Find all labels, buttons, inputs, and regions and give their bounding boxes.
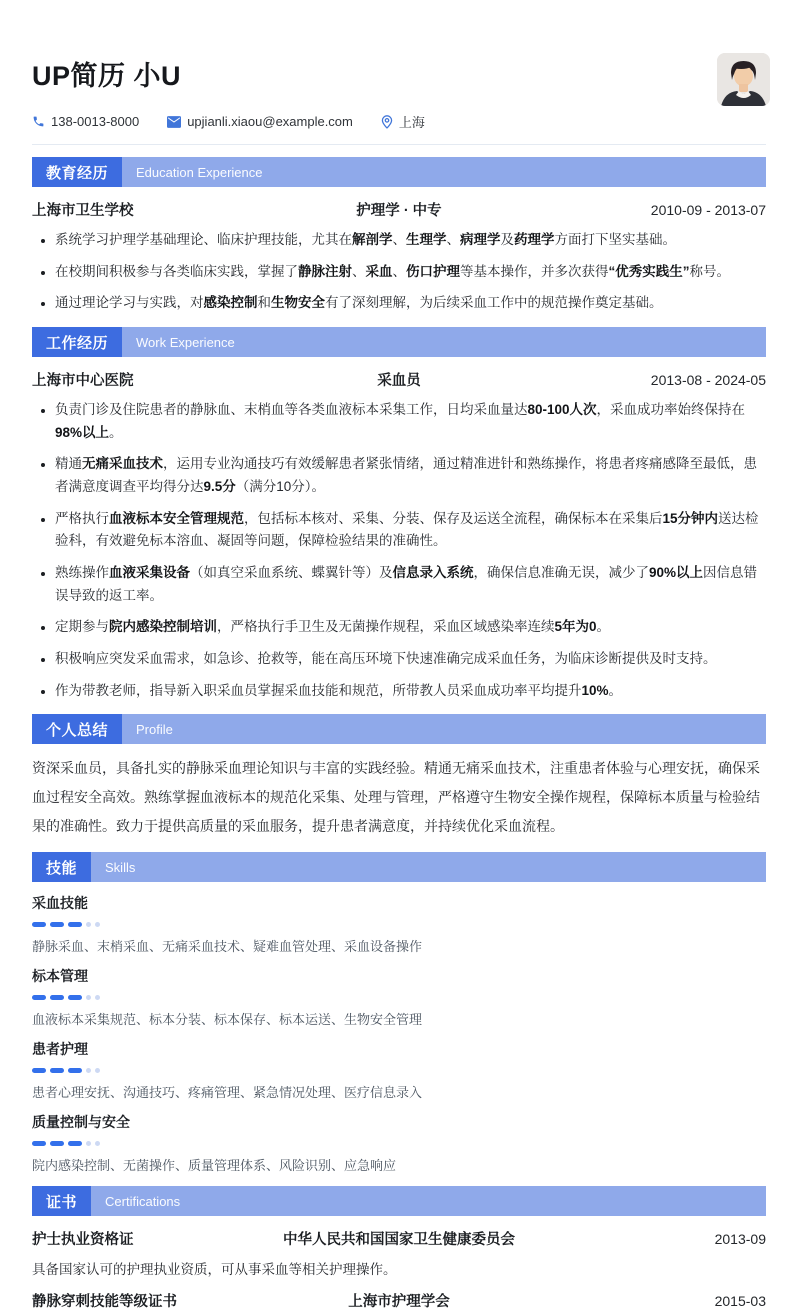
skill-items: 患者心理安抚、沟通技巧、疼痛管理、紧急情况处理、医疗信息录入 <box>32 1085 423 1101</box>
certification-issuer: 中华人民共和国国家卫生健康委员会 <box>283 1232 515 1249</box>
profile-section-header <box>32 714 766 744</box>
skill-group-title: 标本管理 <box>32 968 88 985</box>
section-education <box>32 157 766 315</box>
skill-items: 静脉采血、末梢采血、无痛采血技术、疑难血管处理、采血设备操作 <box>32 939 423 955</box>
work-section-header <box>32 327 766 357</box>
profile-text: 资深采血员，具备扎实的静脉采血理论知识与丰富的实践经验。精通无痛采血技术，注重患者体验与心理安抚，确保采血过程安全高效。熟练掌握血液标本的规范化采集、处理与管理，严格遵守生物安全操作规程，保障标本质量与检验结果的准确性。致力于提供高质量的采血服务，提升患者满意度，并持续优化采血流程。 <box>32 760 760 834</box>
certification-row <box>32 1228 766 1249</box>
phone-icon <box>32 115 45 128</box>
skill-level-dot-empty <box>95 1141 100 1146</box>
work-dates: 2013-08 - 2024-05 <box>650 372 766 389</box>
skill-group-title: 患者护理 <box>32 1041 88 1058</box>
section-certifications <box>32 1186 766 1311</box>
skills-section-header <box>32 852 766 882</box>
skill-level-pill-filled <box>32 1141 46 1146</box>
certification-name: 静脉穿刺技能等级证书 <box>32 1294 177 1311</box>
skill-level-dot-empty <box>95 995 100 1000</box>
certifications-badge: 证书 <box>32 1186 91 1216</box>
bullet-item: • 系统学习护理学基础理论、临床护理技能，尤其在解剖学、生理学、病理学及药理学方面打下坚实基础。 <box>55 229 766 252</box>
skill-level-dot-empty <box>86 1141 91 1146</box>
skill-level-indicator <box>32 995 766 1000</box>
work-entry <box>32 369 766 390</box>
certification-list <box>32 1228 766 1311</box>
skill-level-indicator <box>32 922 766 927</box>
education-badge: 教育经历 <box>32 157 122 187</box>
education-major: 护理学 · 中专 <box>356 203 442 219</box>
envelope-icon <box>167 116 181 128</box>
bullet-item: • 通过理论学习与实践，对感染控制和生物安全有了深刻理解，为后续采血工作中的规范操作奠定基础。 <box>55 292 766 315</box>
profile-badge: 个人总结 <box>32 714 122 744</box>
certifications-section-header <box>32 1186 766 1216</box>
certification-date: 2015-03 <box>714 1293 766 1310</box>
skill-group <box>32 966 766 1028</box>
contact-location <box>381 112 425 131</box>
skill-level-dot-empty <box>86 922 91 927</box>
bullet-item: • 熟练操作血液采集设备（如真空采血系统、蝶翼针等）及信息录入系统，确保信息准确无误，减少了90%以上因信息错误导致的返工率。 <box>55 562 766 607</box>
page-title: UP简历 小U <box>32 61 182 91</box>
skill-level-pill-filled <box>50 995 64 1000</box>
education-dates: 2010-09 - 2013-07 <box>650 202 766 218</box>
skill-level-dot-empty <box>95 1068 100 1073</box>
section-skills <box>32 852 766 1174</box>
bullet-item: • 定期参与院内感染控制培训，严格执行手卫生及无菌操作规程，采血区域感染率连续5年为0。 <box>55 616 766 639</box>
contact-row <box>32 112 766 131</box>
education-section-header <box>32 157 766 187</box>
education-entry <box>32 199 766 220</box>
contact-email-value: upjianli.xiaou@example.com <box>187 114 353 129</box>
skill-level-pill-filled <box>68 922 82 927</box>
certification-issuer: 上海市护理学会 <box>348 1294 450 1311</box>
skill-items: 院内感染控制、无菌操作、质量管理体系、风险识别、应急响应 <box>32 1158 397 1174</box>
work-bullet-list <box>32 399 766 702</box>
certification-date: 2013-09 <box>714 1231 766 1248</box>
section-profile <box>32 714 766 840</box>
contact-email <box>167 114 353 129</box>
skill-group-title: 质量控制与安全 <box>32 1114 130 1131</box>
bullet-item: • 积极响应突发采血需求，如急诊、抢救等，能在高压环境下快速准确完成采血任务，为临床诊断提供及时支持。 <box>55 648 766 671</box>
education-bullet-list <box>32 229 766 315</box>
skill-group-title: 采血技能 <box>32 895 88 912</box>
skill-level-pill-filled <box>50 922 64 927</box>
education-subtitle: Education Experience <box>122 157 766 187</box>
bullet-item: • 作为带教老师，指导新入职采血员掌握采血技能和规范，所带教人员采血成功率平均提升10%。 <box>55 680 766 703</box>
bullet-item: • 严格执行血液标本安全管理规范，包括标本核对、采集、分装、保存及运送全流程，确保标本在采集后15分钟内送达检验科，有效避免标本溶血、凝固等问题，保障检验结果的准确性。 <box>55 508 766 553</box>
avatar-photo-illustration <box>717 53 770 106</box>
profile-subtitle: Profile <box>122 714 766 744</box>
header-divider <box>32 144 766 145</box>
education-school: 上海市卫生学校 <box>32 203 134 219</box>
skill-level-pill-filled <box>32 922 46 927</box>
work-role: 采血员 <box>377 373 421 390</box>
certification-entry <box>32 1290 766 1311</box>
skill-level-pill-filled <box>32 995 46 1000</box>
bullet-item: • 精通无痛采血技术，运用专业沟通技巧有效缓解患者紧张情绪，通过精准进针和熟练操作，将患者疼痛感降至最低，患者满意度调查平均得分达9.5分（满分10分）。 <box>55 453 766 498</box>
skill-level-dot-empty <box>95 922 100 927</box>
skill-level-pill-filled <box>68 1141 82 1146</box>
location-pin-icon <box>381 115 393 129</box>
avatar <box>717 53 770 106</box>
contact-phone <box>32 114 139 129</box>
skills-badge: 技能 <box>32 852 91 882</box>
skill-level-pill-filled <box>68 995 82 1000</box>
contact-phone-value: 138-0013-8000 <box>51 114 140 129</box>
certification-entry <box>32 1228 766 1278</box>
work-subtitle: Work Experience <box>122 327 766 357</box>
section-work <box>32 327 766 702</box>
certification-description: 具备国家认可的护理执业资质，可从事采血等相关护理操作。 <box>32 1262 397 1278</box>
skill-items: 血液标本采集规范、标本分装、标本保存、标本运送、生物安全管理 <box>32 1012 423 1028</box>
skill-level-pill-filled <box>68 1068 82 1073</box>
certification-name: 护士执业资格证 <box>32 1232 134 1249</box>
skill-level-indicator <box>32 1141 766 1146</box>
skill-level-dot-empty <box>86 995 91 1000</box>
contact-location-value: 上海 <box>398 115 425 130</box>
bullet-item: • 在校期间积极参与各类临床实践，掌握了静脉注射、采血、伤口护理等基本操作，并多次获得“优秀实践生”称号。 <box>55 261 766 284</box>
skill-level-dot-empty <box>86 1068 91 1073</box>
skills-group-list <box>32 893 766 1174</box>
skill-level-pill-filled <box>50 1068 64 1073</box>
bullet-item: • 负责门诊及住院患者的静脉血、末梢血等各类血液标本采集工作，日均采血量达80-100人次，采血成功率始终保持在98%以上。 <box>55 399 766 444</box>
work-badge: 工作经历 <box>32 327 122 357</box>
work-company: 上海市中心医院 <box>32 373 134 390</box>
skills-subtitle: Skills <box>91 852 766 882</box>
skill-group <box>32 1039 766 1101</box>
skill-group <box>32 1112 766 1174</box>
skill-level-indicator <box>32 1068 766 1073</box>
certification-row <box>32 1290 766 1311</box>
certifications-subtitle: Certifications <box>91 1186 766 1216</box>
skill-level-pill-filled <box>32 1068 46 1073</box>
skill-group <box>32 893 766 955</box>
skill-level-pill-filled <box>50 1141 64 1146</box>
